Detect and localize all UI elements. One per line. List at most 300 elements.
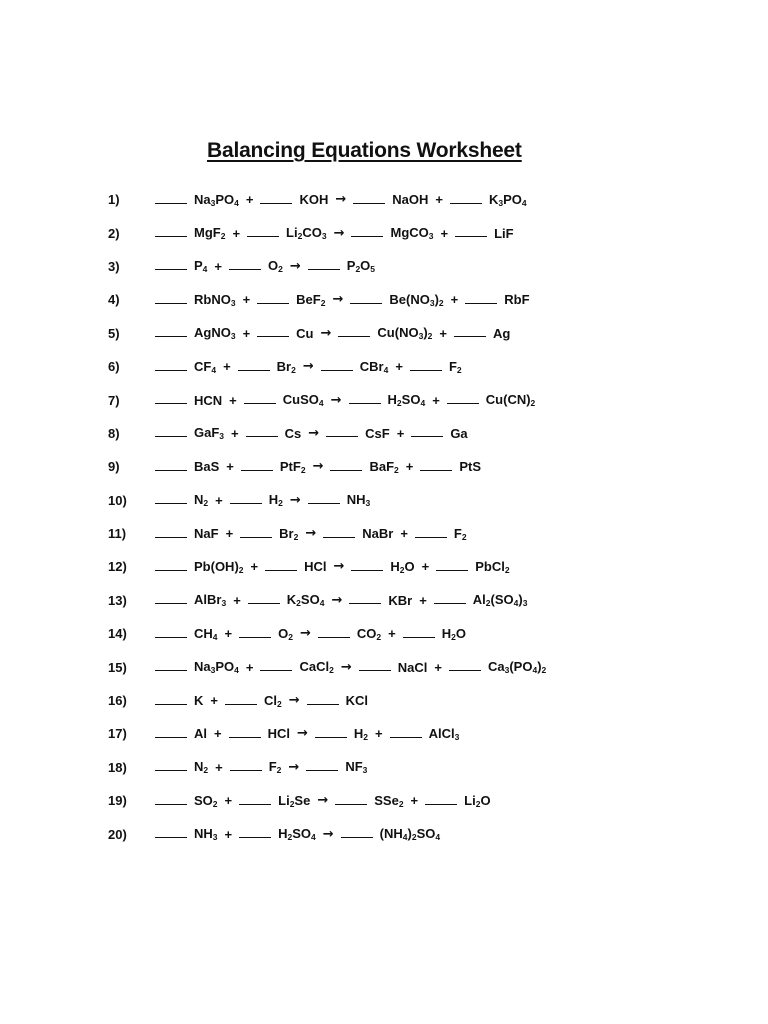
- plus-sign: +: [224, 826, 233, 842]
- equation-term: [411, 426, 467, 441]
- plus-sign: +: [215, 492, 223, 508]
- coefficient-blank[interactable]: [246, 425, 278, 437]
- equation-term: [155, 826, 218, 842]
- problem-row: [108, 617, 668, 650]
- problem-number: 10): [108, 492, 127, 508]
- equation-term: [230, 492, 283, 508]
- coefficient-blank[interactable]: [240, 526, 272, 538]
- chemical-formula: $SO_2$: [194, 792, 218, 809]
- coefficient-blank[interactable]: [330, 459, 362, 471]
- chemical-formula: BaS: [194, 459, 220, 475]
- equation-term: [239, 793, 310, 809]
- chemical-formula: $CH_4$: [194, 625, 218, 642]
- reaction-arrow-icon: →: [296, 726, 308, 742]
- equation-term: [323, 526, 393, 541]
- chemical-formula: K: [194, 693, 204, 709]
- coefficient-blank[interactable]: [155, 258, 187, 270]
- coefficient-blank[interactable]: [450, 192, 482, 204]
- chemical-formula: $N_2$: [194, 492, 209, 509]
- coefficient-blank[interactable]: [454, 325, 486, 337]
- chemical-equation: [155, 292, 537, 308]
- chemical-equation: [155, 192, 534, 208]
- coefficient-blank[interactable]: [244, 392, 276, 404]
- problem-row: [108, 450, 668, 483]
- coefficient-blank[interactable]: [155, 693, 187, 705]
- chemical-formula: $Al_2(SO_4)_3$: [472, 592, 528, 609]
- equation-term: [315, 726, 368, 742]
- equation-term: [321, 359, 389, 375]
- chemical-formula: PtF$_2$: [279, 458, 306, 475]
- chemical-equation: [155, 659, 553, 675]
- equation-term: [248, 592, 325, 608]
- coefficient-blank[interactable]: [350, 292, 382, 304]
- coefficient-blank[interactable]: [434, 592, 466, 604]
- equation-term: [155, 492, 208, 508]
- chemical-equation: [155, 526, 474, 542]
- coefficient-blank[interactable]: [155, 459, 187, 471]
- problem-row: [108, 484, 668, 517]
- chemical-equation: [155, 726, 466, 742]
- equation-term: [155, 425, 224, 441]
- equation-term: [351, 225, 433, 241]
- problem-number: 14): [108, 626, 127, 642]
- reaction-arrow-icon: →: [333, 225, 345, 241]
- problem-row: [108, 183, 668, 216]
- coefficient-blank[interactable]: [155, 425, 187, 437]
- chemical-formula: $O_2$: [278, 625, 293, 642]
- coefficient-blank[interactable]: [351, 225, 383, 237]
- coefficient-blank[interactable]: [447, 392, 479, 404]
- plus-sign: +: [440, 225, 449, 241]
- chemical-formula: $Na_3PO_4$: [194, 659, 239, 676]
- equation-term: [455, 226, 514, 241]
- chemical-formula: $K_3PO_4$: [489, 191, 527, 208]
- chemical-formula: $H_2SO_4$: [278, 826, 316, 843]
- chemical-formula: HCN: [194, 392, 223, 408]
- coefficient-blank[interactable]: [155, 192, 187, 204]
- reaction-arrow-icon: →: [331, 592, 343, 608]
- coefficient-blank[interactable]: [260, 659, 292, 671]
- coefficient-blank[interactable]: [306, 759, 338, 771]
- chemical-equation: [155, 425, 475, 441]
- chemical-formula: $Cu(CN)_2$: [485, 392, 536, 409]
- plus-sign: +: [245, 659, 254, 675]
- problem-row: [108, 216, 668, 249]
- equation-term: [359, 660, 428, 675]
- coefficient-blank[interactable]: [349, 592, 381, 604]
- problem-number: 17): [108, 726, 127, 742]
- coefficient-blank[interactable]: [403, 626, 435, 638]
- reaction-arrow-icon: →: [335, 192, 347, 208]
- coefficient-blank[interactable]: [318, 626, 350, 638]
- problem-number: 5): [108, 325, 120, 341]
- equation-term: [229, 258, 283, 274]
- chemical-equation: [155, 359, 469, 375]
- coefficient-blank[interactable]: [239, 826, 271, 838]
- equation-term: [240, 526, 298, 542]
- chemical-formula: $N_2$: [194, 759, 209, 776]
- plus-sign: +: [375, 726, 383, 742]
- chemical-formula: LiF: [494, 225, 514, 241]
- chemical-formula: MgCO$_3$: [390, 225, 434, 242]
- coefficient-blank[interactable]: [436, 559, 468, 571]
- chemical-formula: NaOH: [392, 192, 429, 208]
- coefficient-blank[interactable]: [308, 258, 340, 270]
- chemical-formula: $Br_2$: [276, 358, 296, 375]
- plus-sign: +: [450, 292, 459, 308]
- equation-term: [155, 292, 236, 308]
- chemical-formula: $H_2O$: [390, 558, 415, 575]
- coefficient-blank[interactable]: [239, 626, 271, 638]
- plus-sign: +: [250, 559, 259, 575]
- chemical-formula: $CF_4$: [194, 358, 217, 375]
- problem-row: [108, 283, 668, 316]
- chemical-equation: [155, 459, 488, 475]
- coefficient-blank[interactable]: [239, 793, 271, 805]
- coefficient-blank[interactable]: [307, 693, 339, 705]
- equation-term: [155, 726, 207, 741]
- coefficient-blank[interactable]: [155, 559, 187, 571]
- equation-term: [257, 292, 325, 308]
- chemical-formula: $O_2$: [268, 258, 283, 275]
- chemical-formula: RbNO$_3$: [194, 291, 236, 308]
- coefficient-blank[interactable]: [265, 559, 297, 571]
- coefficient-blank[interactable]: [247, 225, 279, 237]
- coefficient-blank[interactable]: [455, 225, 487, 237]
- coefficient-blank[interactable]: [323, 526, 355, 538]
- chemical-equation: [155, 225, 521, 241]
- coefficient-blank[interactable]: [321, 359, 353, 371]
- chemical-equation: [155, 325, 517, 341]
- coefficient-blank[interactable]: [155, 359, 187, 371]
- chemical-formula: $Li_2Se$: [278, 792, 311, 809]
- reaction-arrow-icon: →: [288, 693, 300, 709]
- chemical-formula: Ga: [450, 425, 468, 441]
- chemical-formula: NaBr: [362, 526, 394, 542]
- chemical-formula: KBr: [388, 592, 413, 608]
- problem-number: 2): [108, 225, 120, 241]
- problem-row: [108, 317, 668, 350]
- plus-sign: +: [405, 459, 414, 475]
- coefficient-blank[interactable]: [260, 192, 292, 204]
- chemical-equation: [155, 693, 375, 709]
- equation-term: [246, 426, 302, 441]
- equation-term: [410, 359, 462, 375]
- plus-sign: +: [400, 526, 408, 542]
- problem-number: 13): [108, 592, 127, 608]
- problem-number: 20): [108, 826, 127, 842]
- coefficient-blank[interactable]: [353, 192, 385, 204]
- reaction-arrow-icon: →: [330, 392, 342, 408]
- chemical-formula: NaCl: [397, 659, 428, 675]
- equation-term: [260, 192, 328, 207]
- coefficient-blank[interactable]: [225, 693, 257, 705]
- coefficient-blank[interactable]: [155, 759, 187, 771]
- plus-sign: +: [214, 258, 222, 274]
- coefficient-blank[interactable]: [425, 793, 457, 805]
- coefficient-blank[interactable]: [257, 325, 289, 337]
- coefficient-blank[interactable]: [155, 726, 187, 738]
- coefficient-blank[interactable]: [326, 425, 358, 437]
- problem-row: [108, 717, 668, 750]
- chemical-formula: $Br_2$: [279, 525, 299, 542]
- coefficient-blank[interactable]: [155, 659, 187, 671]
- reaction-arrow-icon: →: [320, 325, 332, 341]
- coefficient-blank[interactable]: [415, 526, 447, 538]
- reaction-arrow-icon: →: [340, 659, 352, 675]
- problem-row: [108, 650, 668, 683]
- chemical-equation: [155, 626, 473, 642]
- equation-term: [415, 526, 467, 542]
- problem-number: 18): [108, 759, 127, 775]
- problem-number: 11): [108, 526, 127, 542]
- equation-term: [155, 559, 244, 575]
- reaction-arrow-icon: →: [333, 559, 345, 575]
- chemical-formula: $NH_3$: [194, 826, 218, 843]
- reaction-arrow-icon: →: [312, 459, 324, 475]
- chemical-equation: [155, 258, 382, 274]
- chemical-formula: $H_2O$: [441, 625, 466, 642]
- equation-term: [465, 292, 529, 307]
- equation-term: [318, 626, 381, 642]
- coefficient-blank[interactable]: [315, 726, 347, 738]
- problem-row: [108, 584, 668, 617]
- coefficient-blank[interactable]: [465, 292, 497, 304]
- chemical-formula: AlCl$_3$: [428, 725, 460, 742]
- coefficient-blank[interactable]: [411, 425, 443, 437]
- coefficient-blank[interactable]: [449, 659, 481, 671]
- chemical-equation: [155, 392, 542, 408]
- chemical-formula: NaF: [194, 526, 219, 542]
- coefficient-blank[interactable]: [155, 392, 187, 404]
- plus-sign: +: [229, 392, 237, 408]
- reaction-arrow-icon: →: [317, 793, 329, 809]
- coefficient-blank[interactable]: [155, 225, 187, 237]
- chemical-formula: MgF$_2$: [194, 225, 226, 242]
- problem-number: 16): [108, 693, 127, 709]
- equation-term: [155, 225, 225, 241]
- coefficient-blank[interactable]: [155, 292, 187, 304]
- equation-term: [260, 659, 333, 675]
- chemical-equation: [155, 592, 534, 608]
- equation-term: [350, 292, 443, 308]
- plus-sign: +: [224, 793, 233, 809]
- plus-sign: +: [242, 292, 251, 308]
- equation-term: [454, 326, 510, 341]
- plus-sign: +: [388, 626, 396, 642]
- plus-sign: +: [210, 693, 218, 709]
- problem-number: 1): [108, 192, 120, 208]
- equation-term: [434, 592, 528, 608]
- coefficient-blank[interactable]: [420, 459, 452, 471]
- coefficient-blank[interactable]: [155, 793, 187, 805]
- equation-term: [155, 459, 219, 474]
- coefficient-blank[interactable]: [230, 492, 262, 504]
- plus-sign: +: [410, 793, 419, 809]
- problem-number: 8): [108, 425, 120, 441]
- equation-term: [230, 759, 282, 775]
- problem-number: 9): [108, 459, 120, 475]
- chemical-formula: $P_2O_5$: [346, 258, 376, 275]
- equation-term: [449, 659, 546, 675]
- chemical-formula: $Na_3PO_4$: [194, 191, 239, 208]
- equation-term: [450, 192, 527, 208]
- chemical-formula: $H_2SO_4$: [387, 392, 426, 409]
- chemical-formula: $F_2$: [453, 525, 467, 542]
- reaction-arrow-icon: →: [305, 526, 317, 542]
- chemical-equation: [155, 492, 377, 508]
- coefficient-blank[interactable]: [155, 325, 187, 337]
- reaction-arrow-icon: →: [302, 359, 314, 375]
- problem-row: [108, 817, 668, 850]
- chemical-formula: $Cl_2$: [263, 692, 282, 709]
- problem-list: [108, 183, 668, 851]
- equation-term: [349, 392, 426, 408]
- equation-term: [155, 325, 236, 341]
- chemical-formula: $Li_2CO_3$: [286, 225, 327, 242]
- plus-sign: +: [214, 726, 222, 742]
- equation-term: [265, 559, 326, 574]
- chemical-formula: Al: [194, 726, 207, 742]
- chemical-formula: $F_2$: [448, 358, 462, 375]
- equation-term: [229, 726, 290, 741]
- equation-term: [155, 759, 208, 775]
- equation-term: [436, 559, 509, 575]
- chemical-formula: $(NH_4)_2SO_4$: [379, 826, 441, 843]
- equation-term: [155, 393, 222, 408]
- equation-term: [239, 626, 293, 642]
- coefficient-blank[interactable]: [308, 492, 340, 504]
- chemical-formula: KCl: [345, 693, 369, 709]
- plus-sign: +: [432, 392, 440, 408]
- reaction-arrow-icon: →: [322, 826, 334, 842]
- plus-sign: +: [224, 626, 233, 642]
- reaction-arrow-icon: →: [289, 492, 301, 508]
- chemical-formula: CuSO$_4$: [282, 392, 324, 409]
- coefficient-blank[interactable]: [241, 459, 273, 471]
- plus-sign: +: [233, 592, 241, 608]
- problem-row: [108, 517, 668, 550]
- coefficient-blank[interactable]: [341, 826, 373, 838]
- coefficient-blank[interactable]: [155, 626, 187, 638]
- equation-term: [349, 593, 412, 608]
- coefficient-blank[interactable]: [229, 726, 261, 738]
- chemical-formula: $K_2SO_4$: [286, 592, 325, 609]
- chemical-formula: SSe$_2$: [374, 792, 404, 809]
- coefficient-blank[interactable]: [359, 659, 391, 671]
- equation-term: [338, 325, 432, 341]
- equation-term: [241, 459, 306, 475]
- problem-row: [108, 383, 668, 416]
- reaction-arrow-icon: →: [289, 258, 301, 274]
- equation-term: [341, 826, 440, 842]
- equation-term: [306, 759, 367, 775]
- coefficient-blank[interactable]: [390, 726, 422, 738]
- coefficient-blank[interactable]: [229, 258, 261, 270]
- coefficient-blank[interactable]: [155, 492, 187, 504]
- equation-term: [326, 426, 390, 441]
- equation-term: [403, 626, 466, 642]
- chemical-formula: KOH: [299, 192, 329, 208]
- coefficient-blank[interactable]: [410, 359, 442, 371]
- equation-term: [155, 659, 239, 675]
- equation-term: [239, 826, 316, 842]
- coefficient-blank[interactable]: [248, 592, 280, 604]
- chemical-formula: RbF: [504, 292, 530, 308]
- problem-row: [108, 550, 668, 583]
- plus-sign: +: [396, 425, 405, 441]
- coefficient-blank[interactable]: [155, 826, 187, 838]
- coefficient-blank[interactable]: [257, 292, 289, 304]
- equation-term: [307, 693, 368, 708]
- chemical-equation: [155, 826, 447, 842]
- equation-term: [155, 592, 226, 608]
- coefficient-blank[interactable]: [238, 359, 270, 371]
- coefficient-blank[interactable]: [351, 559, 383, 571]
- plus-sign: +: [223, 359, 231, 375]
- chemical-formula: $Be(NO_3)_2$: [389, 291, 444, 308]
- problem-row: [108, 784, 668, 817]
- problem-number: 3): [108, 258, 120, 274]
- coefficient-blank[interactable]: [338, 325, 370, 337]
- chemical-formula: $H_2$: [353, 725, 369, 742]
- chemical-formula: GaF$_3$: [194, 425, 225, 442]
- equation-term: [225, 693, 282, 709]
- coefficient-blank[interactable]: [335, 793, 367, 805]
- chemical-formula: $Ca_3(PO_4)_2$: [487, 659, 547, 676]
- chemical-formula: $H_2$: [268, 492, 283, 509]
- plus-sign: +: [439, 325, 447, 341]
- plus-sign: +: [225, 526, 234, 542]
- reaction-arrow-icon: →: [288, 759, 300, 775]
- plus-sign: +: [242, 325, 251, 341]
- plus-sign: +: [231, 425, 239, 441]
- chemical-formula: HCl: [304, 559, 327, 575]
- equation-term: [257, 326, 313, 341]
- chemical-formula: $Cu(NO_3)_2$: [377, 325, 433, 342]
- chemical-formula: AgNO$_3$: [194, 325, 236, 342]
- page-title: Balancing Equations Worksheet: [207, 139, 522, 162]
- plus-sign: +: [232, 225, 241, 241]
- equation-term: [351, 559, 414, 575]
- chemical-formula: CsF: [365, 425, 390, 441]
- equation-term: [155, 526, 219, 541]
- equation-term: [353, 192, 428, 207]
- chemical-formula: PtS: [459, 459, 482, 475]
- equation-term: [155, 626, 218, 642]
- reaction-arrow-icon: →: [299, 626, 311, 642]
- problem-row: [108, 684, 668, 717]
- problem-number: 12): [108, 559, 127, 575]
- coefficient-blank[interactable]: [155, 592, 187, 604]
- chemical-formula: Ag: [493, 325, 511, 341]
- chemical-equation: [155, 793, 498, 809]
- problem-number: 7): [108, 392, 120, 408]
- coefficient-blank[interactable]: [155, 526, 187, 538]
- equation-term: [308, 492, 371, 508]
- equation-term: [155, 793, 218, 809]
- chemical-formula: Cs: [284, 425, 302, 441]
- coefficient-blank[interactable]: [230, 759, 262, 771]
- chemical-formula: $P_4$: [194, 258, 208, 275]
- equation-term: [425, 793, 490, 809]
- chemical-formula: AlBr$_3$: [194, 592, 227, 609]
- chemical-formula: CaCl$_2$: [299, 659, 334, 676]
- plus-sign: +: [435, 192, 443, 208]
- coefficient-blank[interactable]: [349, 392, 381, 404]
- plus-sign: +: [226, 459, 234, 475]
- chemical-equation: [155, 759, 374, 775]
